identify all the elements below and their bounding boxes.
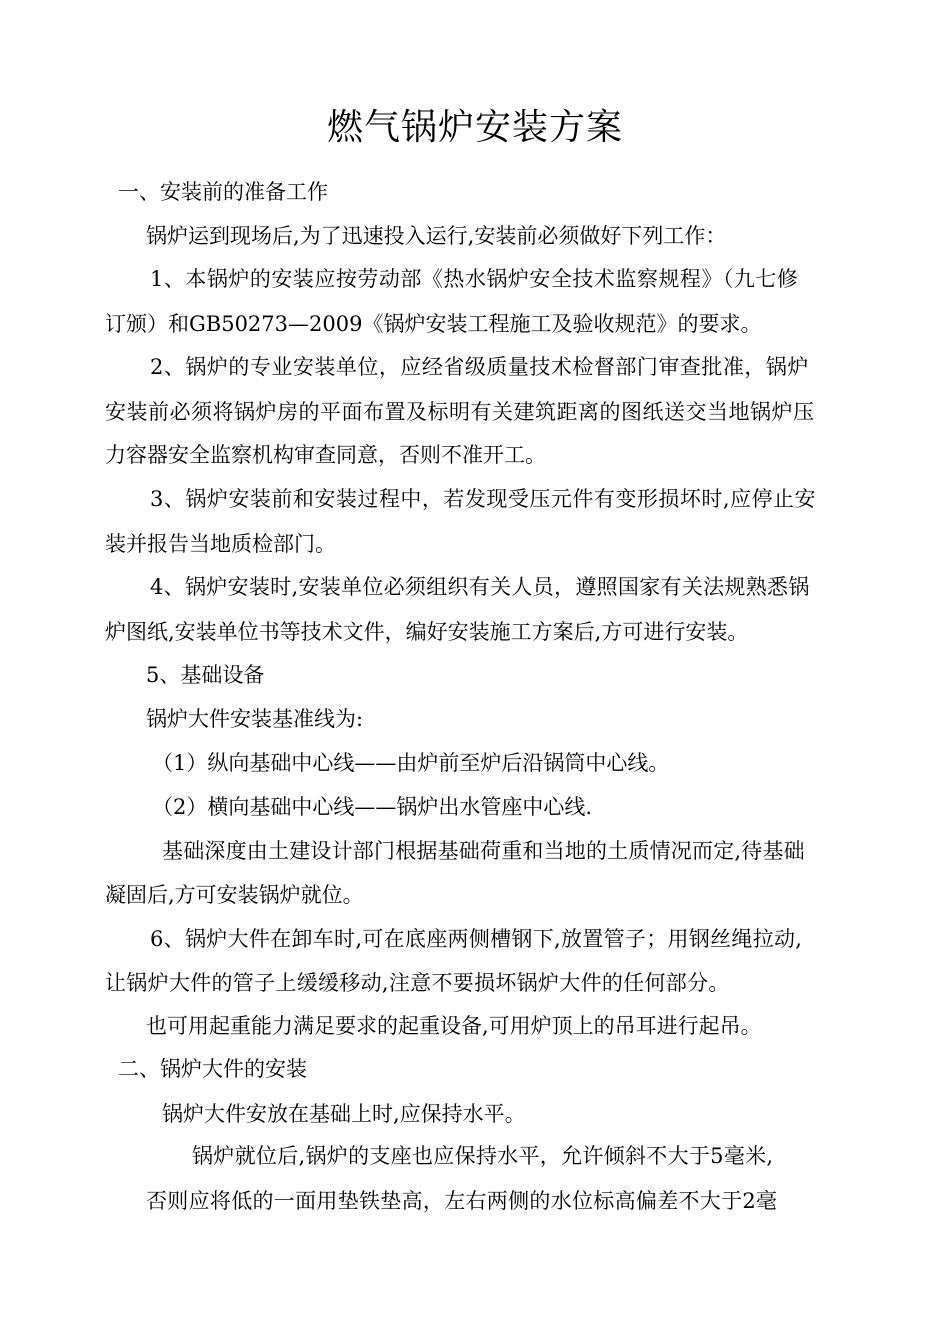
paragraph-line: 也可用起重能力满足要求的起重设备,可用炉顶上的吊耳进行起吊。	[146, 1014, 762, 1038]
paragraph-line: 力容器安全监察机构审查同意，否则不准开工。	[105, 443, 546, 467]
paragraph-line: 装并报告当地质检部门。	[105, 532, 336, 556]
document-title: 燃气锅炉安装方案	[326, 107, 623, 148]
paragraph-line: 4、锅炉安装时,安装单位必须组织有关人员，遵照国家有关法规熟悉锅	[150, 575, 810, 599]
paragraph-line: 安装前必须将锅炉房的平面布置及标明有关建筑距离的图纸送交当地锅炉压	[105, 400, 815, 424]
paragraph-line: 锅炉就位后,锅炉的支座也应保持水平，允许倾斜不大于5毫米,	[192, 1144, 774, 1168]
paragraph-line: 否则应将低的一面用垫铁垫高，左右两侧的水位标高偏差不大于2毫	[146, 1189, 778, 1213]
paragraph-line: 6、锅炉大件在卸车时,可在底座两侧槽钢下,放置管子；用钢丝绳拉动,	[150, 927, 803, 951]
paragraph-line: 锅炉大件安装基准线为:	[146, 707, 364, 731]
paragraph-line: 订颁）和GB50273—2009《锅炉安装工程施工及验收规范》的要求。	[105, 312, 762, 336]
paragraph-line: 基础深度由土建设计部门根据基础荷重和当地的土质情况而定,待基础	[162, 839, 805, 863]
paragraph-line: 锅炉运到现场后,为了迅速投入运行,安装前必须做好下列工作：	[146, 224, 727, 248]
paragraph-line: 凝固后,方可安装锅炉就位。	[105, 883, 364, 907]
paragraph-line: 炉图纸,安装单位书等技术文件，编好安装施工方案后,方可进行安装。	[105, 620, 749, 644]
list-item: （1）纵向基础中心线——由炉前至炉后沿锅筒中心线。	[152, 751, 670, 775]
section-heading-1: 一、安装前的准备工作	[118, 180, 328, 204]
paragraph-line: 1、本锅炉的安装应按劳动部《热水锅炉安全技术监察规程》（九七修	[150, 267, 799, 291]
paragraph-line: 3、锅炉安装前和安装过程中，若发现受压元件有变形损坏时,应停止安	[150, 487, 817, 511]
list-item: （2）横向基础中心线——锅炉出水管座中心线.	[152, 795, 593, 819]
paragraph-line: 让锅炉大件的管子上缓缓移动,注意不要损坏锅炉大件的任何部分。	[105, 971, 730, 995]
paragraph-line: 2、锅炉的专业安装单位，应经省级质量技术检督部门审查批准，锅炉	[150, 355, 809, 379]
section-heading-2: 二、锅炉大件的安装	[118, 1057, 307, 1081]
subheading-line: 5、基础设备	[146, 663, 265, 687]
paragraph-line: 锅炉大件安放在基础上时,应保持水平。	[162, 1102, 526, 1126]
